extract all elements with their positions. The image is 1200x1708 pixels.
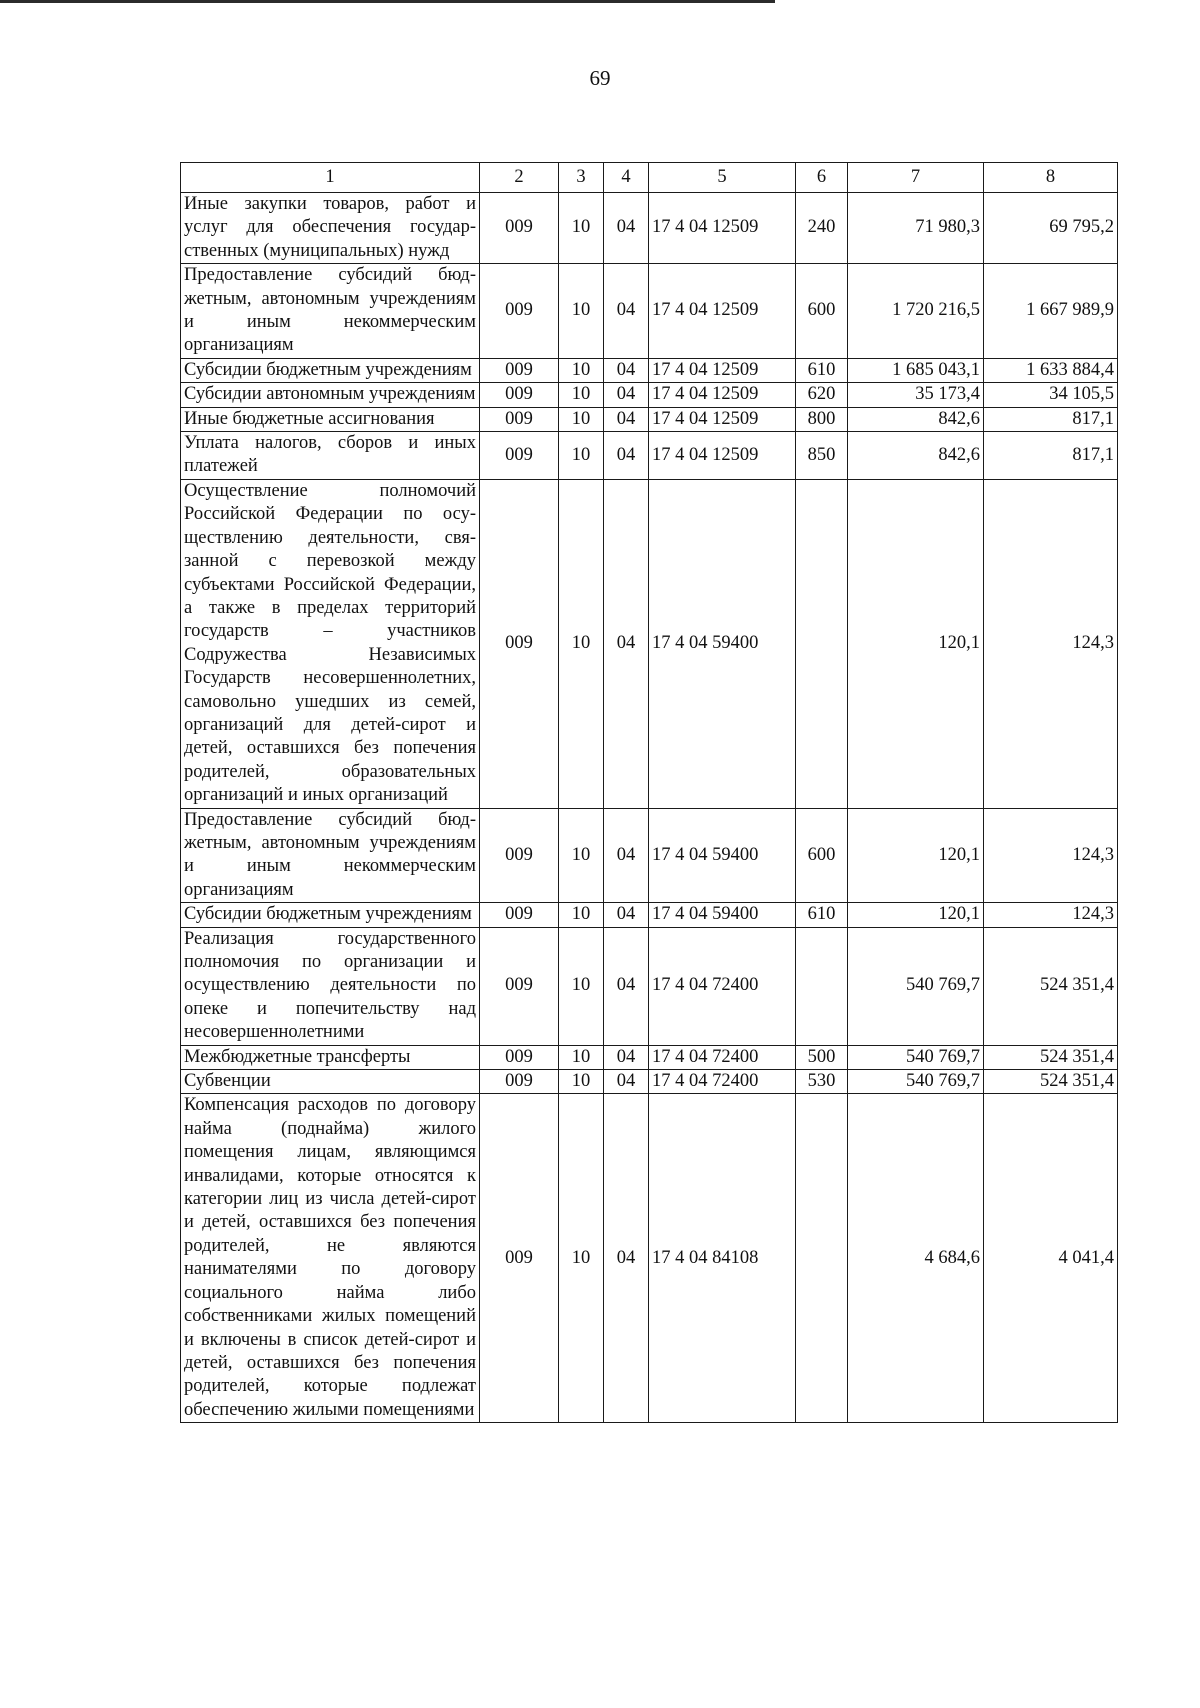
amount-col-8: 124,3	[984, 903, 1118, 927]
target-code: 17 4 04 72400	[649, 927, 796, 1045]
section-code: 10	[559, 432, 604, 480]
table-row	[181, 432, 1118, 480]
target-code: 17 4 04 12509	[649, 383, 796, 407]
col-header-5: 5	[649, 163, 796, 193]
target-code: 17 4 04 12509	[649, 432, 796, 480]
amount-col-8: 124,3	[984, 479, 1118, 808]
target-code: 17 4 04 12509	[649, 193, 796, 264]
amount-col-7: 540 769,7	[848, 927, 984, 1045]
amount-col-7: 842,6	[848, 432, 984, 480]
subsection-code: 04	[604, 808, 649, 903]
amount-col-7: 1 720 216,5	[848, 264, 984, 359]
ministry-code: 009	[480, 432, 559, 480]
row-name: Осуществление полномочий Российской Федерации по осуществлению деятельности, связанной с перевозкой между субъектами Российской Федерации, а также в пределах территорий государств – участников Содружества Независимых Государств несовершеннолетних, самовольно ушедших из семей, организаций для детей-сирот и детей, оставшихся без попечения родителей, образовательных организаций и иных организаций	[181, 479, 480, 808]
row-name: Предоставление субсидий бюджетным, автономным учреждениям и иным некоммерческим организациям	[181, 264, 480, 359]
col-header-6: 6	[796, 163, 848, 193]
subsection-code: 04	[604, 1094, 649, 1423]
row-name: Иные закупки товаров, работ и услуг для обеспечения государственных (муниципальных) нужд	[181, 193, 480, 264]
subsection-code: 04	[604, 479, 649, 808]
row-name: Компенсация расходов по договору найма (поднайма) жилого помещения лицам, являющимся инвалидами, которые относятся к категории лиц из числа детей-сирот и детей, оставшихся без попечения родителей, не являются нанимателями по договору социального найма либо собственниками жилых помещений и включены в список детей-сирот и детей, оставшихся без попечения родителей, которые подлежат обеспечению жилыми помещениями	[181, 1094, 480, 1423]
amount-col-7: 35 173,4	[848, 383, 984, 407]
expense-type-code: 610	[796, 358, 848, 382]
table-row	[181, 1045, 1118, 1069]
target-code: 17 4 04 59400	[649, 903, 796, 927]
target-code: 17 4 04 12509	[649, 358, 796, 382]
target-code: 17 4 04 72400	[649, 1045, 796, 1069]
ministry-code: 009	[480, 808, 559, 903]
expense-type-code: 600	[796, 808, 848, 903]
amount-col-8: 69 795,2	[984, 193, 1118, 264]
header-row	[181, 163, 1118, 193]
table-row	[181, 1094, 1118, 1423]
ministry-code: 009	[480, 1045, 559, 1069]
amount-col-8: 124,3	[984, 808, 1118, 903]
amount-col-8: 524 351,4	[984, 1070, 1118, 1094]
row-name: Субсидии бюджетным учреждениям	[181, 903, 480, 927]
expense-type-code: 800	[796, 407, 848, 431]
expense-type-code: 610	[796, 903, 848, 927]
amount-col-7: 120,1	[848, 808, 984, 903]
ministry-code: 009	[480, 407, 559, 431]
expense-type-code	[796, 1094, 848, 1423]
expense-type-code: 530	[796, 1070, 848, 1094]
expense-type-code	[796, 927, 848, 1045]
target-code: 17 4 04 72400	[649, 1070, 796, 1094]
section-code: 10	[559, 1070, 604, 1094]
expense-type-code: 850	[796, 432, 848, 480]
target-code: 17 4 04 59400	[649, 479, 796, 808]
section-code: 10	[559, 1045, 604, 1069]
row-name: Иные бюджетные ассигнования	[181, 407, 480, 431]
table-row	[181, 407, 1118, 431]
col-header-7: 7	[848, 163, 984, 193]
amount-col-7: 842,6	[848, 407, 984, 431]
subsection-code: 04	[604, 1045, 649, 1069]
table-row	[181, 193, 1118, 264]
table-row	[181, 479, 1118, 808]
expense-type-code: 500	[796, 1045, 848, 1069]
amount-col-8: 817,1	[984, 407, 1118, 431]
amount-col-8: 1 633 884,4	[984, 358, 1118, 382]
subsection-code: 04	[604, 264, 649, 359]
subsection-code: 04	[604, 358, 649, 382]
ministry-code: 009	[480, 193, 559, 264]
expense-type-code: 600	[796, 264, 848, 359]
expense-type-code	[796, 479, 848, 808]
target-code: 17 4 04 84108	[649, 1094, 796, 1423]
table-row	[181, 264, 1118, 359]
amount-col-8: 817,1	[984, 432, 1118, 480]
table-row	[181, 927, 1118, 1045]
row-name: Субсидии бюджетным учреждениям	[181, 358, 480, 382]
expense-type-code: 240	[796, 193, 848, 264]
target-code: 17 4 04 59400	[649, 808, 796, 903]
row-name: Межбюджетные трансферты	[181, 1045, 480, 1069]
subsection-code: 04	[604, 1070, 649, 1094]
page-number: 69	[589, 66, 611, 90]
table-row	[181, 808, 1118, 903]
ministry-code: 009	[480, 1070, 559, 1094]
row-name: Уплата налогов, сборов и иных платежей	[181, 432, 480, 480]
section-code: 10	[559, 479, 604, 808]
subsection-code: 04	[604, 407, 649, 431]
ministry-code: 009	[480, 479, 559, 808]
section-code: 10	[559, 358, 604, 382]
subsection-code: 04	[604, 927, 649, 1045]
ministry-code: 009	[480, 383, 559, 407]
amount-col-8: 524 351,4	[984, 927, 1118, 1045]
row-name: Субсидии автономным учреждениям	[181, 383, 480, 407]
table-row	[181, 1070, 1118, 1094]
amount-col-8: 34 105,5	[984, 383, 1118, 407]
target-code: 17 4 04 12509	[649, 264, 796, 359]
ministry-code: 009	[480, 903, 559, 927]
section-code: 10	[559, 193, 604, 264]
row-name: Предоставление субсидий бюджетным, автономным учреждениям и иным некоммерческим организациям	[181, 808, 480, 903]
section-code: 10	[559, 903, 604, 927]
expense-type-code: 620	[796, 383, 848, 407]
ministry-code: 009	[480, 264, 559, 359]
amount-col-8: 524 351,4	[984, 1045, 1118, 1069]
budget-table	[180, 162, 1118, 1423]
section-code: 10	[559, 264, 604, 359]
ministry-code: 009	[480, 1094, 559, 1423]
subsection-code: 04	[604, 903, 649, 927]
section-code: 10	[559, 927, 604, 1045]
ministry-code: 009	[480, 358, 559, 382]
top-scan-rule	[0, 0, 775, 3]
ministry-code: 009	[480, 927, 559, 1045]
amount-col-7: 4 684,6	[848, 1094, 984, 1423]
amount-col-8: 1 667 989,9	[984, 264, 1118, 359]
table-row	[181, 903, 1118, 927]
subsection-code: 04	[604, 383, 649, 407]
target-code: 17 4 04 12509	[649, 407, 796, 431]
subsection-code: 04	[604, 432, 649, 480]
subsection-code: 04	[604, 193, 649, 264]
amount-col-7: 120,1	[848, 479, 984, 808]
col-header-3: 3	[559, 163, 604, 193]
row-name: Реализация государственного полномочия по организации и осуществлению деятельности по опеке и попечительству над несовершеннолетними	[181, 927, 480, 1045]
section-code: 10	[559, 383, 604, 407]
col-header-4: 4	[604, 163, 649, 193]
col-header-8: 8	[984, 163, 1118, 193]
amount-col-7: 1 685 043,1	[848, 358, 984, 382]
section-code: 10	[559, 407, 604, 431]
table-row	[181, 383, 1118, 407]
amount-col-7: 71 980,3	[848, 193, 984, 264]
col-header-1: 1	[181, 163, 480, 193]
section-code: 10	[559, 808, 604, 903]
amount-col-7: 540 769,7	[848, 1045, 984, 1069]
table-row	[181, 358, 1118, 382]
amount-col-8: 4 041,4	[984, 1094, 1118, 1423]
section-code: 10	[559, 1094, 604, 1423]
amount-col-7: 540 769,7	[848, 1070, 984, 1094]
col-header-2: 2	[480, 163, 559, 193]
row-name: Субвенции	[181, 1070, 480, 1094]
amount-col-7: 120,1	[848, 903, 984, 927]
